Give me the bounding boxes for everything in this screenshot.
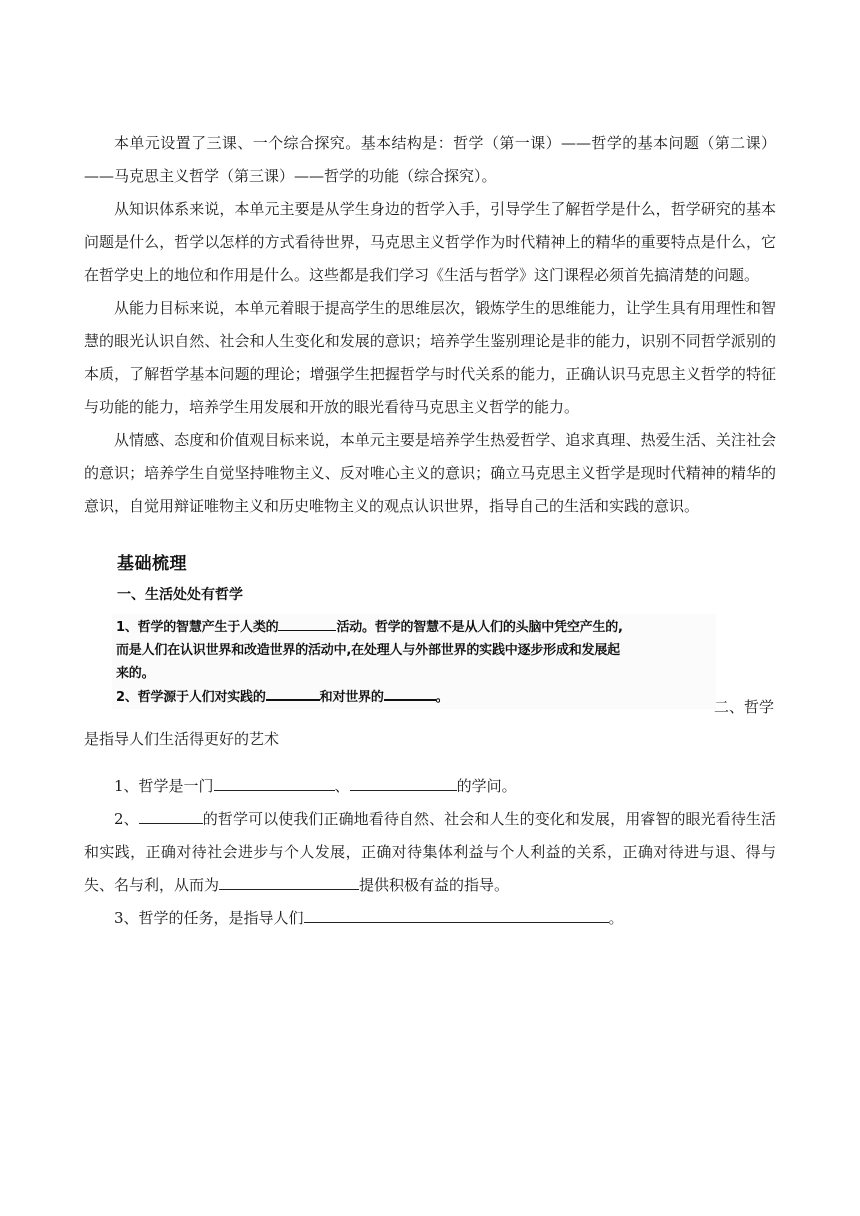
question-1: 1、哲学是一门 、 的学问。 — [114, 777, 517, 795]
item2-line: 2、哲学源于人们对实践的 和对世界的 。 — [116, 685, 712, 709]
fill-blank[interactable] — [384, 685, 436, 701]
fill-blank[interactable] — [278, 616, 336, 631]
fill-blank[interactable] — [219, 874, 359, 890]
intro-paragraph-knowledge: 从知识体系来说，本单元主要是从学生身边的哲学入手，引导学生了解哲学是什么，哲学研究的基本问题是什么，哲学以怎样的方式看待世界，马克思主义哲学作为时代精神上的精华的重要特点是什么，它在哲学史上的地位和作用是什么。这些都是我们学习《生活与哲学》这门课程必须首先搞清楚的问题。 — [84, 200, 776, 284]
section1-scanned-text — [112, 614, 716, 709]
section2-heading-part2: 是指导人们生活得更好的艺术 — [84, 730, 280, 748]
intro-paragraph-structure: 本单元设置了三课、一个综合探究。基本结构是：哲学（第一课）——哲学的基本问题（第二课）——马克思主义哲学（第三课）——哲学的功能（综合探究）。 — [84, 134, 776, 185]
intro-paragraph-ability: 从能力目标来说，本单元着眼于提高学生的思维层次，锻炼学生的思维能力，让学生具有用理性和智慧的眼光认识自然、社会和人生变化和发展的意识；培养学生鉴别理论是非的能力，识别不同哲学派别的本质，了解哲学基本问题的理论；增强学生把握哲学与时代关系的能力，正确认识马克思主义哲学的特征与功能的能力，培养学生用发展和开放的眼光看待马克思主义哲学的能力。 — [84, 299, 776, 416]
fill-blank[interactable] — [350, 775, 457, 791]
intro-paragraph-values: 从情感、态度和价值观目标来说，本单元主要是培养学生热爱哲学、追求真理、热爱生活、关注社会的意识；培养学生自觉坚持唯物主义、反对唯心主义的意识；确立马克思主义哲学是现时代精神的精华的意识，自觉用辩证唯物主义和历史唯物主义的观点认识世界，指导自己的生活和实践的意识。 — [84, 431, 776, 515]
section2-heading-part1: 二、哲学 — [714, 698, 775, 716]
fill-blank[interactable] — [139, 808, 203, 824]
question-3: 3、哲学的任务，是指导人们 。 — [114, 909, 624, 927]
item1-line2: 而是人们在认识世界和改造世界的活动中,在处理人与外部世界的实践中逐步形成和发展起 — [116, 643, 620, 658]
basics-heading: 基础梳理 — [117, 554, 187, 574]
item1-line3: 来的。 — [116, 666, 155, 681]
unit-introduction — [84, 127, 776, 523]
section2-questions — [84, 770, 776, 935]
fill-blank[interactable] — [304, 907, 609, 923]
basics-section — [112, 552, 716, 709]
fill-blank[interactable] — [266, 685, 320, 701]
item1-line1: 1、哲学的智慧产生于人类的 活动。哲学的智慧不是从人们的头脑中凭空产生的, — [116, 616, 712, 639]
question-2: 2、 的哲学可以使我们正确地看待自然、社会和人生的变化和发展，用睿智的眼光看待生活和实践，正确对待社会进步与个人发展，正确对待集体利益与个人利益的关系，正确对待进与退、得与失、名与利，从而为 提供积极有益的指导。 — [84, 810, 776, 894]
section1-heading: 一、生活处处有哲学 — [117, 587, 243, 603]
fill-blank[interactable] — [214, 775, 335, 791]
